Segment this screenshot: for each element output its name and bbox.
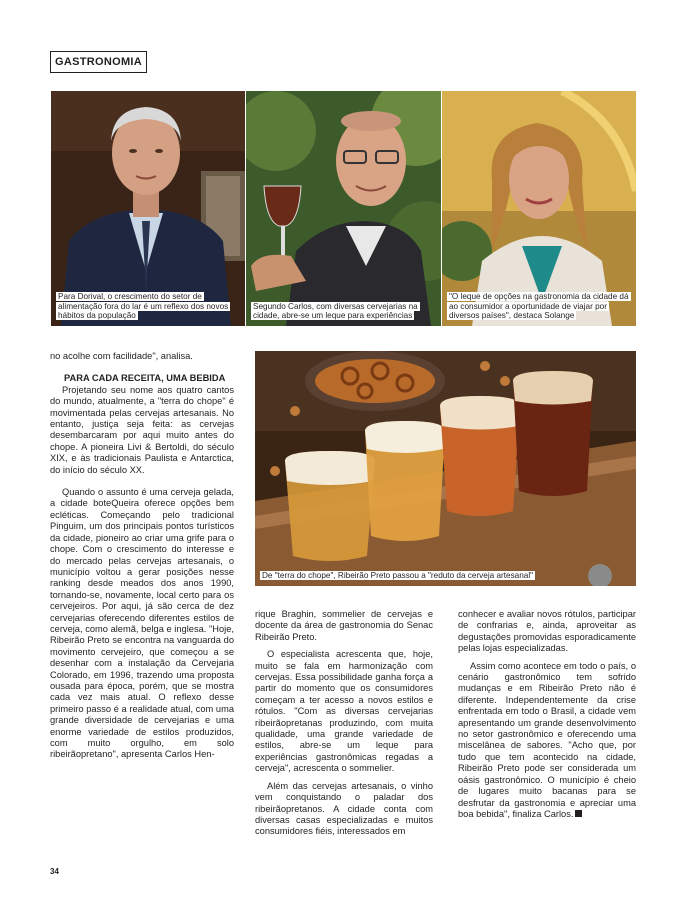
photo-solange [442, 91, 636, 326]
photo-caption: Para Dorival, o crescimento do setor de alimentação fora do lar é um reflexo dos novos hábitos da população [58, 292, 229, 321]
paragraph: O especialista acrescenta que, hoje, muito se fala em harmonização com cervejas. Essa possibilidade ganha força a partir do momento que os consumidores começam a ter acesso a novos estilos e rótulos. "Com as diversas cervejarias ribeirãopretanas produzindo, com muita qualidade, uma grande variedade de estilos, abre-se um leque para experiências gastronômicas regadas a cerveja", acrescenta o sommelier. [255, 649, 433, 774]
photo-dorival [51, 91, 245, 326]
photo-carlos [246, 91, 441, 326]
text-column-2 [255, 609, 433, 838]
paragraph: Projetando seu nome aos quatro cantos do mundo, atualmente, a "terra do chope" é movimentada pelas cervejas artesanais. No entanto, justiça seja feita: as cervejas desembarcaram por aqui muito antes do chope. A pioneira Livi & Bertoldi, do século XIX, e às tradicionais Paulista e Antarctica, do início do século XX. [50, 384, 234, 475]
section-tag: GASTRONOMIA [50, 51, 147, 73]
portrait-carlos-image [246, 91, 441, 326]
beer-glasses-image [255, 351, 636, 586]
text-column-3 [458, 609, 636, 820]
page-number: 34 [50, 867, 59, 876]
photo-caption: Segundo Carlos, com diversas cervejarias na cidade, abre-se um leque para experiências [253, 301, 418, 321]
paragraph: rique Braghin, sommelier de cervejas e docente da área de gastronomia do Senac Ribeirão Preto. [255, 609, 433, 642]
paragraph: Quando o assunto é uma cerveja gelada, a cidade boteQueira oferece opções bem ecléticas. Começando pelo tradicional Pinguim, um dos principais pontos turísticos da cidade, pioneiro ao criar uma grife para o chope. Com o crescimento do interesse e do mercado pelas cervejas artesanais, o município voltou a gerar posições nesse ranking desde meados dos anos 1990, tornando-se, novamente, local certo para os cervejeiros. Por aqui, já são cerca de dez cervejarias oferecendo diferentes estilos de cerveja, como alemã, belga e inglesa. "Hoje, Ribeirão Preto se encontra na vanguarda do movimento cervejeiro, que começou a se desenhar com a instalação da Cervejaria Colorado, em 1996, trazendo uma proposta ousada para época, porém, que se mostra cada vez mais atual. O reflexo desse primeiro passo é a realidade atual, com uma grande diversidade de cervejarias e uma enorme variedade de estilos produzidos, com muito orgulho, em solo ribeirãopretano", apresenta Carlos Hen- [50, 487, 234, 760]
subheading: PARA CADA RECEITA, UMA BEBIDA [64, 373, 226, 384]
portrait-dorival-image [51, 91, 245, 326]
lead-paragraph: no acolhe com facilidade", analisa. [50, 351, 193, 361]
beer-photo-caption: De "terra do chope", Ribeirão Preto passou a "reduto da cerveja artesanal" [262, 571, 534, 581]
portrait-solange-image [442, 91, 636, 326]
paragraph: Assim como acontece em todo o país, o cenário gastronômico tem sofrido mudanças e em Ribeirão Preto não é diferente. Independentemente da crise enfrentada em todo o Brasil, a cidade vem apresentando um grande desenvolvimento no setor gastronômico e oferecendo uma miscelânea de sabores. "Acho que, por tudo que tem acontecido na cidade, Ribeirão Preto pode ser considerada um oásis gastronômico. O município é cheio de lugares muito bacanas para se desfrutar da gastronomia e apreciar uma boa bebida", finaliza Carlos. [458, 660, 636, 819]
text-column-1 [50, 351, 234, 761]
beer-photo [255, 351, 636, 586]
paragraph: Além das cervejas artesanais, o vinho vem conquistando o paladar dos ribeirãopretanos. A cidade conta com diversas casas especializadas e muitos consumidores fiéis, interessados em [255, 780, 433, 837]
paragraph: conhecer e avaliar novos rótulos, participar de confrarias e, ainda, aproveitar as degustações promovidas esporadicamente pelas lojas especializadas. [458, 609, 636, 654]
photo-caption: "O leque de opções na gastronomia da cidade dá ao consumidor a oportunidade de viajar por diversos países", destaca Solange [449, 292, 629, 321]
end-mark-icon [575, 810, 582, 817]
